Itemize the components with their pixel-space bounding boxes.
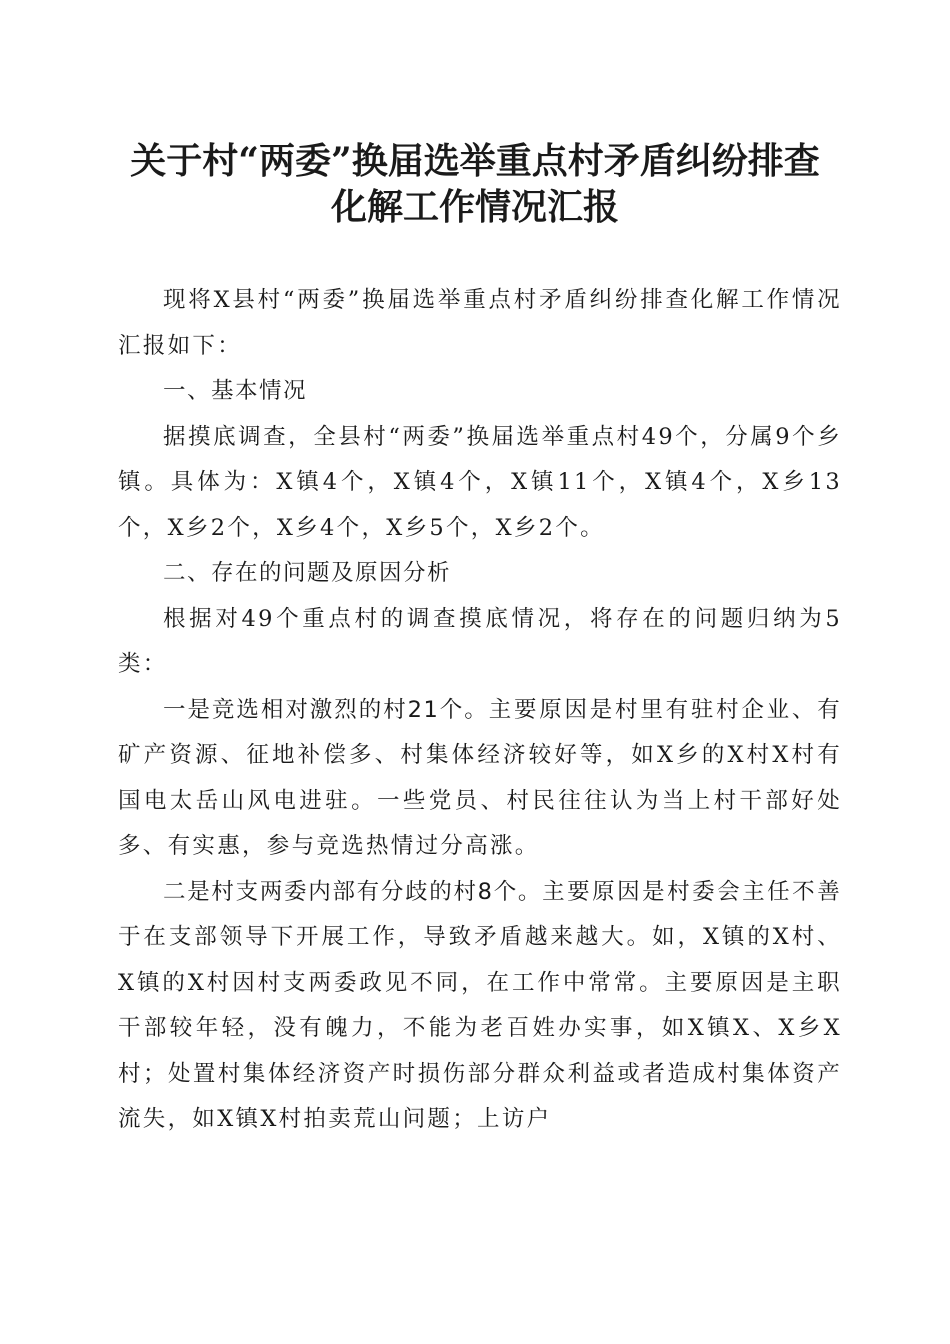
- document-title-line-1: 关于村“两委”换届选举重点村矛盾纠纷排查: [130, 140, 820, 182]
- document-title-line-2: 化解工作情况汇报: [330, 186, 619, 228]
- document-body: [118, 278, 842, 1143]
- intro-paragraph: 现将X县村“两委”换届选举重点村矛盾纠纷排查化解工作情况汇报如下：: [118, 287, 842, 359]
- item-1-body: 主要原因是村里有驻村企业、有矿产资源、征地补偿多、村集体经济较好等，如X乡的X村X村有国电太岳山风电进驻。一些党员、村民往往认为当上村干部好处多、有实惠，参与竞选热情过分高涨。: [118, 696, 842, 859]
- section-1-paragraph: 据摸底调查，全县村“两委”换届选举重点村49个，分属9个乡镇。具体为：X镇4个，X镇4个，X镇11个，X镇4个，X乡13个，X乡2个，X乡4个，X乡5个，X乡2个。: [118, 423, 842, 541]
- section-1-heading: 一、基本情况: [163, 378, 308, 404]
- item-2-lead: 二是村支两委内部有分歧的村8个。: [163, 878, 543, 905]
- item-1-paragraph: [118, 688, 842, 870]
- item-1-lead: 一是竞选相对激烈的村21个。: [163, 696, 489, 723]
- section-2-heading: 二、存在的问题及原因分析: [163, 560, 452, 586]
- section-2-paragraph: 根据对49个重点村的调查摸底情况，将存在的问题归纳为5类：: [118, 605, 842, 677]
- item-2-paragraph: [118, 870, 842, 1143]
- item-2-body: 主要原因是村委会主任不善于在支部领导下开展工作，导致矛盾越来越大。如，X镇的X村、X镇的X村因村支两委政见不同，在工作中常常。主要原因是主职干部较年轻，没有魄力，不能为老百姓办实事，如X镇X、X乡X村；处置村集体经济资产时损伤部分群众利益或者造成村集体资产流失，如X镇X村拍卖荒山问题；上访户: [118, 878, 842, 1132]
